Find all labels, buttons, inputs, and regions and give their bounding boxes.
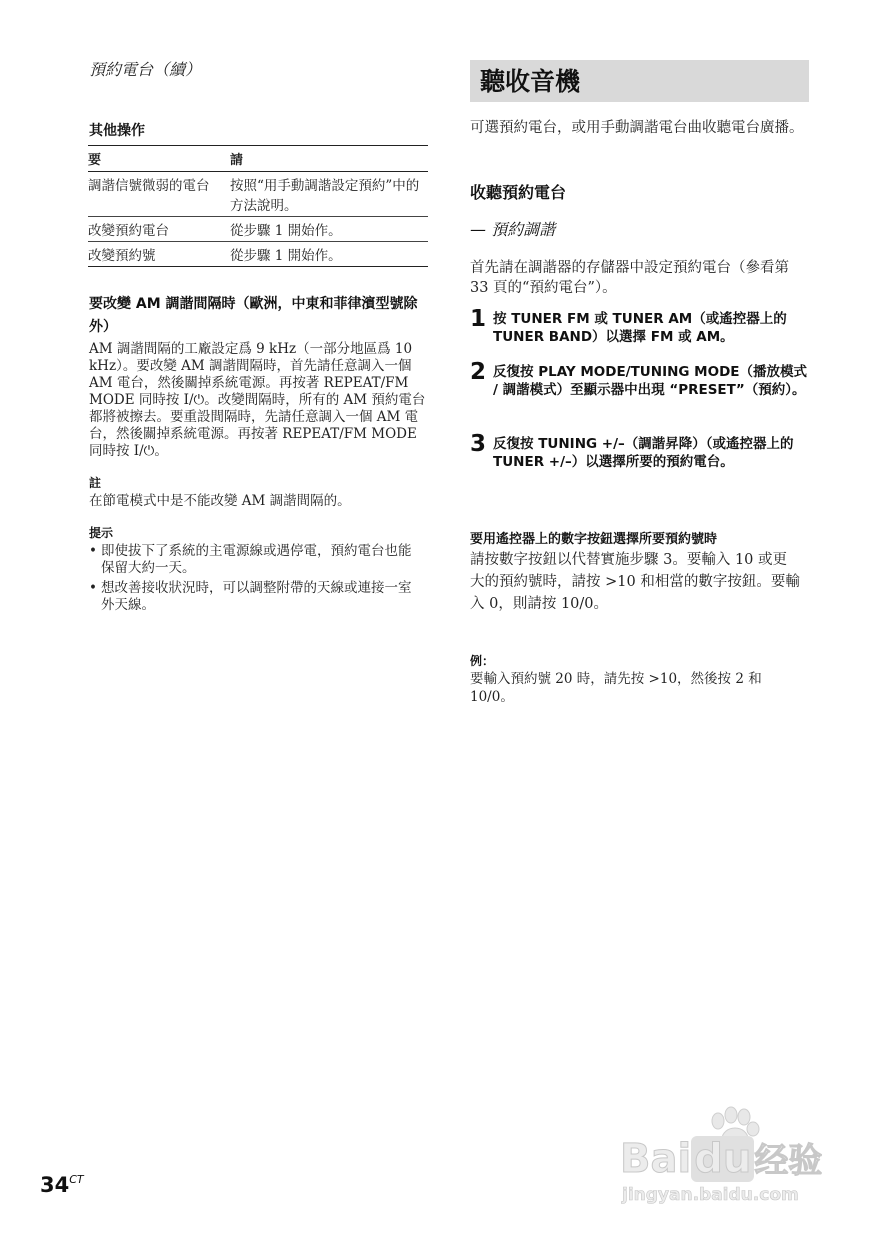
list-item: • 即使拔下了系統的主電源線或遇停電，預約電台也能保留大約一天。 xyxy=(89,543,419,577)
table-cell: 按照“用手動調諧設定預約”中的方法說明。 xyxy=(230,178,420,214)
preset-heading: 收聽預約電台 xyxy=(470,183,567,202)
baidu-watermark xyxy=(620,1105,825,1215)
watermark-brand2: du xyxy=(691,1136,754,1182)
page-number-value: 34 xyxy=(40,1173,70,1197)
preset-subheading: — 預約調諧 xyxy=(470,220,556,239)
tips-list xyxy=(89,543,419,617)
example-body: 要輸入預約號 20 時，請先按 >10，然後按 2 和 10/0。 xyxy=(470,671,762,705)
page-number-suffix: CT xyxy=(69,1173,84,1186)
table-header-cell: 要 xyxy=(88,153,102,168)
step-1 xyxy=(470,306,810,346)
table-cell: 從步驟 1 開始作。 xyxy=(230,223,342,239)
list-item: • 想改善接收狀況時，可以調整附帶的天線或連接一室外天線。 xyxy=(89,580,419,614)
watermark-brand: Bai xyxy=(620,1136,692,1182)
note-body: 在節電模式中是不能改變 AM 調諧間隔的。 xyxy=(89,493,351,509)
step-text: 按 TUNER FM 或 TUNER AM（或遙控器上的 TUNER BAND）以選擇 FM 或 AM。 xyxy=(493,311,787,345)
watermark-url: jingyan.baidu.com xyxy=(622,1185,799,1205)
example-heading: 例： xyxy=(470,654,495,668)
table-cell: 改變預約電台 xyxy=(88,223,169,239)
note-title: 註 xyxy=(89,476,102,490)
step-text: 反復按 TUNING +/–（調諧昇降）（或遙控器上的 TUNER +/–）以選擇所要的預約電台。 xyxy=(493,436,794,470)
table-row xyxy=(88,242,428,267)
running-head: 預約電台（續） xyxy=(89,60,202,79)
table-cell: 改變預約號 xyxy=(88,248,156,264)
numeric-body: 請按數字按鈕以代替實施步驟 3。要輸入 10 或更大的預約號時，請按 >10 和相當的數字按鈕。要輸入 0，則請按 10/0。 xyxy=(470,552,800,612)
page-number xyxy=(40,1173,84,1197)
step-number: 2 xyxy=(470,359,487,385)
step-number: 3 xyxy=(470,431,487,457)
table-cell: 從步驟 1 開始作。 xyxy=(230,248,342,264)
step-number: 1 xyxy=(470,306,487,332)
am-interval-title: 要改變 AM 調諧間隔時（歐洲，中東和菲律濱型號除外） xyxy=(89,296,418,335)
other-ops-table xyxy=(88,145,428,267)
tips-title: 提示 xyxy=(89,526,114,540)
other-ops-title: 其他操作 xyxy=(89,123,145,139)
step-text: 反復按 PLAY MODE/TUNING MODE（播放模式 / 調諧模式）至顯示器中出現 “PRESET”（預約）。 xyxy=(493,364,808,398)
radio-intro: 可選預約電台，或用手動調諧電台曲收聽電台廣播。 xyxy=(470,120,804,136)
table-row xyxy=(88,217,428,242)
table-header-row xyxy=(88,146,428,172)
preset-intro: 首先請在調諧器的存儲器中設定預約電台（參看第 33 頁的“預約電台”）。 xyxy=(470,260,789,296)
step-3 xyxy=(470,431,810,471)
step-2 xyxy=(470,359,810,399)
numeric-heading: 要用遙控器上的數字按鈕選擇所要預約號時 xyxy=(470,532,718,547)
table-row xyxy=(88,172,428,217)
watermark-cn: 经验 xyxy=(754,1141,823,1181)
table-header-cell: 請 xyxy=(230,153,244,168)
section-title: 聽收音機 xyxy=(480,67,581,96)
am-interval-body: AM 調諧間隔的工廠設定爲 9 kHz（一部分地區爲 10 kHz）。要改變 AM 調諧間隔時，首先請任意調入一個 AM 電台，然後關掉系統電源。再按著 REPEAT/FM MODE 同時按 I/⏻。改變間隔時，所有的 AM 預約電台都將被擦去。要重設間隔時，先請任意調入一個 AM 電台，然後關掉系統電源。再按著 REPEAT/FM MODE 同時按 I/⏻。 xyxy=(89,341,426,459)
table-cell: 調諧信號微弱的電台 xyxy=(88,178,210,194)
